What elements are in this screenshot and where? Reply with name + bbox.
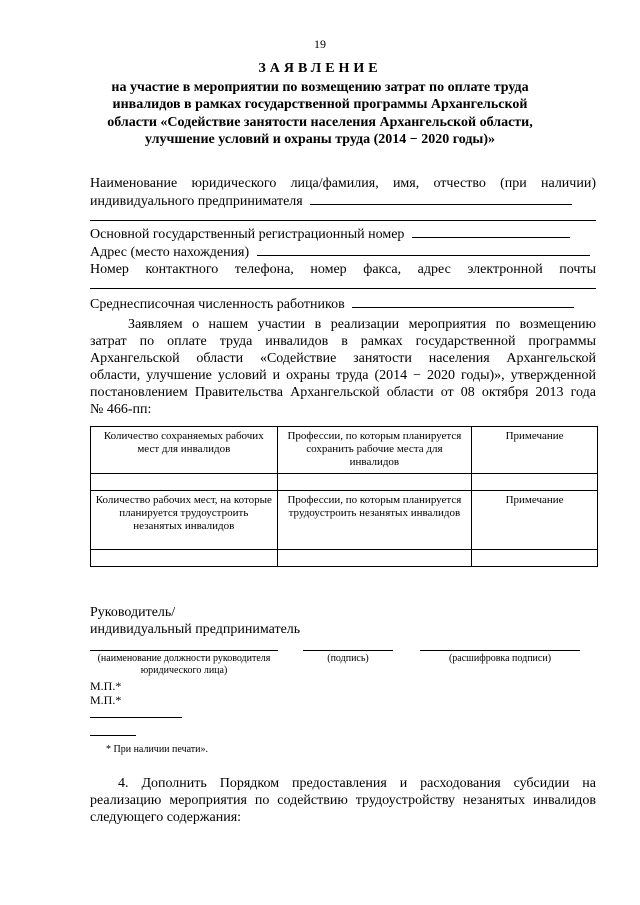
caption-position xyxy=(86,653,282,677)
footnote: * При наличии печати». xyxy=(106,744,208,755)
title-line: улучшение условий и охраны труда (2014 − 2020 годы)» xyxy=(144,132,496,147)
declaration-paragraph xyxy=(90,316,596,418)
table-cell[interactable] xyxy=(91,474,278,491)
field-address-text: Адрес (место нахождения) xyxy=(90,245,250,260)
jobs-table xyxy=(90,426,598,567)
contacts-entry-line[interactable] xyxy=(90,278,596,289)
table-row xyxy=(91,550,598,567)
field-headcount-text: Среднесписочная численность работников xyxy=(90,297,345,312)
field-address xyxy=(90,243,596,261)
declaration-line: постановлением Правительства Архангельской области от 08 октября 2013 года xyxy=(90,385,596,400)
table-header-cell: Примечание xyxy=(472,491,598,550)
document-title xyxy=(60,60,580,149)
page-number: 19 xyxy=(314,37,326,51)
table-cell[interactable] xyxy=(472,474,598,491)
table-header-cell: Количество сохраняемых рабочих мест для инвалидов xyxy=(91,427,278,474)
signatory-role xyxy=(90,604,300,638)
field-ogrn xyxy=(90,225,596,243)
footnote-separator xyxy=(90,717,182,718)
table-header-cell: Количество рабочих мест, на которые планируется трудоустроить незанятых инвалидов xyxy=(91,491,278,550)
headcount-entry-line[interactable] xyxy=(352,295,574,308)
table-cell[interactable] xyxy=(91,550,278,567)
title-line: инвалидов в рамках государственной программы Архангельской xyxy=(112,97,528,112)
table-header-row xyxy=(91,491,598,550)
role-line: Руководитель/ xyxy=(90,605,176,620)
caption-text: (наименование должности руководителя xyxy=(97,653,271,664)
signature-line[interactable] xyxy=(303,650,393,651)
ogrn-entry-line[interactable] xyxy=(412,225,570,238)
form-fields xyxy=(90,175,596,313)
declaration-line: затрат по оплате труда инвалидов в рамках государственной программы xyxy=(90,334,596,349)
field-name-text: индивидуального предпринимателя xyxy=(90,194,303,209)
table-header-row xyxy=(91,427,598,474)
table-cell[interactable] xyxy=(277,474,472,491)
declaration-line: Архангельской области «Содействие занятости населения Архангельской xyxy=(90,351,596,366)
field-name-label-2 xyxy=(90,192,596,210)
name-entry-line[interactable] xyxy=(310,192,572,205)
caption-sign: (подпись) xyxy=(327,653,369,664)
table-cell[interactable] xyxy=(277,550,472,567)
table-header-cell: Профессии, по которым планируется трудоустроить незанятых инвалидов xyxy=(277,491,472,550)
field-headcount xyxy=(90,295,596,313)
table-row xyxy=(91,474,598,491)
address-entry-line[interactable] xyxy=(257,243,590,256)
name-entry-line-2[interactable] xyxy=(90,210,596,221)
role-line: индивидуальный предприниматель xyxy=(90,622,301,637)
final-paragraph: 4. Дополнить Порядком предоставления и расходования субсидии на реализацию мероприятия по содействию трудоустройству незанятых инвалидов следующего содержания: xyxy=(90,776,596,825)
footnote-separator xyxy=(90,735,136,736)
caption-decode: (расшифровка подписи) xyxy=(448,653,552,664)
caption-text: юридического лица) xyxy=(140,665,228,676)
position-signature-line[interactable] xyxy=(90,650,278,651)
title-line: области «Содействие занятости населения Архангельской области, xyxy=(107,114,533,130)
declaration-line: Заявляем о нашем участии в реализации мероприятия по возмещению xyxy=(128,317,596,332)
declaration-line: области, улучшение условий и охраны труда (2014 − 2020 годы)», утвержденной xyxy=(90,368,596,383)
stamp-mark: М.П.* xyxy=(90,693,122,707)
table-header-cell: Примечание xyxy=(472,427,598,474)
stamp-mark: М.П.* xyxy=(90,679,122,693)
title-main: ЗАЯВЛЕНИЕ xyxy=(258,61,382,76)
field-ogrn-text: Основной государственный регистрационный номер xyxy=(90,227,405,242)
decode-signature-line[interactable] xyxy=(420,650,580,651)
field-name-label: Наименование юридического лица/фамилия, имя, отчество (при наличии) xyxy=(90,176,596,191)
table-cell[interactable] xyxy=(472,550,598,567)
title-line: на участие в мероприятии по возмещению затрат по оплате труда xyxy=(111,79,529,95)
declaration-line: № 466-пп: xyxy=(90,402,152,417)
field-contacts: Номер контактного телефона, номер факса, адрес электронной почты xyxy=(90,262,596,277)
table-header-cell: Профессии, по которым планируется сохранить рабочие места для инвалидов xyxy=(277,427,472,474)
